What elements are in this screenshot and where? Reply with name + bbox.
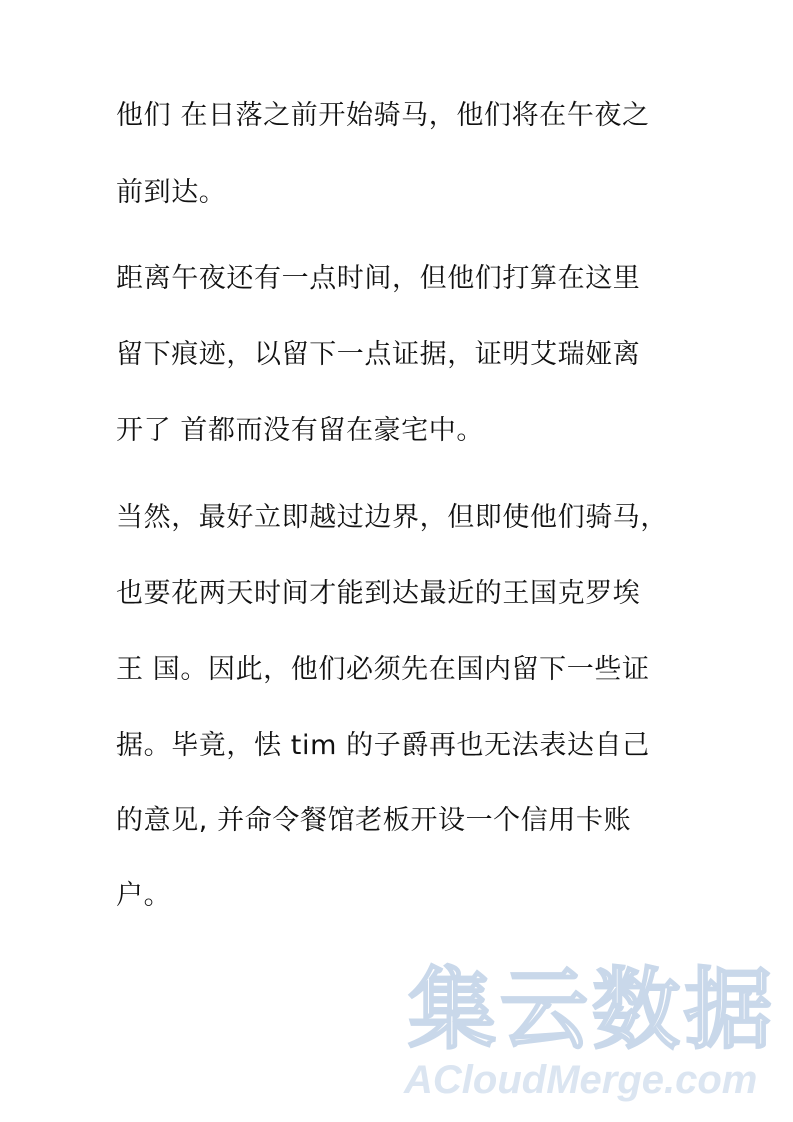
- text-line: 户。: [116, 880, 172, 911]
- text-line: 王 国。因此，他们必须先在国内留下一些证: [116, 654, 650, 685]
- watermark-logo: [402, 960, 782, 1110]
- text-line: 的意见, 并命令餐馆老板开设一个信用卡账: [116, 805, 632, 836]
- text-line: 当然，最好立即越过边界，但即使他们骑马，: [116, 502, 668, 533]
- text-line: 前到达。: [116, 177, 227, 208]
- text-line: 距离午夜还有一点时间，但他们打算在这里: [116, 263, 641, 294]
- text-line: 他们 在日落之前开始骑马，他们将在午夜之: [116, 100, 650, 131]
- text-line: 留下痕迹，以留下一点证据，证明艾瑞娅离: [116, 339, 641, 370]
- text-line: 据。毕竟，怯 tim 的子爵再也无法表达自己: [116, 730, 650, 761]
- text-line: 也要花两天时间才能到达最近的王国克罗埃: [116, 578, 641, 609]
- watermark-en-text: ACloudMerge.com: [404, 1058, 758, 1102]
- text-line: 开了 首都而没有留在豪宅中。: [116, 415, 484, 446]
- watermark-cn-text: 集云数据: [408, 958, 777, 1061]
